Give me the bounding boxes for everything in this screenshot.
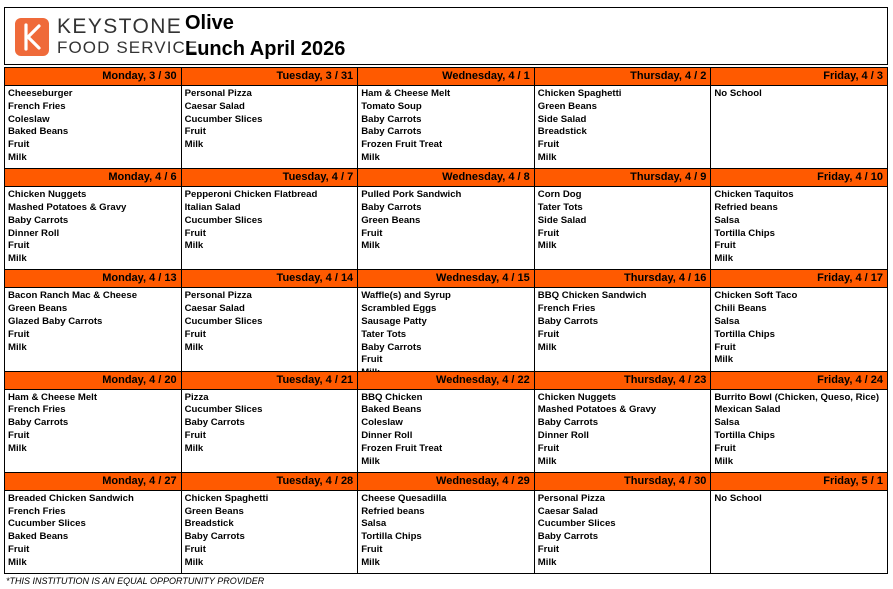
menu-item: Salsa — [361, 518, 387, 530]
menu-item: Glazed Baby Carrots — [8, 315, 103, 327]
footer-note: *THIS INSTITUTION IS AN EQUAL OPPORTUNITY PROVIDER — [6, 576, 265, 586]
day-date-header: Thursday, 4 / 2 — [535, 68, 711, 86]
menu-item: Milk — [184, 341, 204, 353]
week-row — [5, 372, 888, 473]
menu-items — [358, 86, 534, 168]
menu-item: Fruit — [184, 429, 206, 441]
menu-item: Chicken Spaghetti — [184, 492, 269, 504]
menu-item: Baby Carrots — [8, 214, 69, 226]
menu-item: Dinner Roll — [537, 429, 589, 441]
menu-items — [5, 288, 181, 370]
menu-item: Cucumber Slices — [184, 113, 263, 125]
menu-item: Milk — [361, 240, 380, 252]
menu-item: Caesar Salad — [184, 303, 245, 315]
menu-item: Baby Carrots — [184, 417, 245, 429]
day-date-header: Tuesday, 4 / 14 — [182, 270, 358, 288]
day-cell — [182, 169, 359, 270]
menu-item: Personal Pizza — [537, 492, 605, 504]
day-cell — [358, 169, 535, 270]
day-cell — [711, 68, 888, 169]
day-cell — [535, 372, 712, 473]
menu-item: Personal Pizza — [184, 290, 252, 302]
menu-items — [182, 288, 358, 370]
day-date-header: Monday, 4 / 20 — [5, 372, 181, 390]
day-date-header: Monday, 4 / 27 — [5, 473, 181, 491]
menu-item: Ham & Cheese Melt — [8, 391, 98, 403]
menu-items — [5, 86, 181, 168]
menu-item: Cheeseburger — [8, 88, 73, 99]
day-cell — [711, 372, 888, 473]
week-row — [5, 473, 888, 574]
menu-item: Chicken Soft Taco — [714, 290, 798, 302]
menu-item: Green Beans — [8, 303, 68, 315]
menu-item: Fruit — [8, 139, 30, 151]
day-date-header: Wednesday, 4 / 29 — [358, 473, 534, 491]
menu-item: French Fries — [537, 303, 596, 315]
day-cell — [535, 68, 712, 169]
menu-item: Baby Carrots — [361, 201, 422, 213]
menu-item: Milk — [714, 354, 734, 366]
day-cell — [5, 473, 182, 574]
menu-item: Fruit — [537, 543, 560, 555]
menu-item: Chicken Nuggets — [537, 391, 617, 403]
menu-items — [182, 187, 358, 269]
menu-item: Milk — [8, 151, 27, 163]
menu-item: Refried beans — [361, 505, 425, 517]
menu-item: Fruit — [184, 543, 206, 555]
menu-item: Corn Dog — [537, 189, 582, 201]
menu-item: Baby Carrots — [361, 113, 422, 125]
menu-item: Milk — [8, 556, 27, 568]
menu-item: Baby Carrots — [537, 315, 599, 327]
menu-item: Milk — [537, 455, 557, 467]
menu-item: Baby Carrots — [537, 417, 599, 429]
menu-item: Green Beans — [361, 214, 421, 226]
menu-items — [711, 288, 887, 370]
menu-item: Pulled Pork Sandwich — [361, 189, 462, 201]
day-date-header: Friday, 4 / 17 — [711, 270, 887, 288]
day-cell — [358, 372, 535, 473]
menu-items — [535, 86, 711, 168]
menu-item: Bacon Ranch Mac & Cheese — [8, 290, 138, 302]
menu-item: BBQ Chicken — [361, 391, 423, 403]
day-date-header: Monday, 4 / 13 — [5, 270, 181, 288]
menu-item: Dinner Roll — [8, 227, 60, 239]
menu-item: Frozen Fruit Treat — [361, 442, 443, 454]
menu-item: Sausage Patty — [361, 315, 427, 327]
menu-item: Milk — [361, 151, 380, 163]
day-date-header: Friday, 4 / 24 — [711, 372, 887, 390]
menu-item: Baby Carrots — [537, 531, 599, 543]
menu-item: Tater Tots — [361, 328, 407, 340]
menu-items — [535, 187, 711, 269]
day-cell — [182, 270, 359, 371]
menu-item: Baked Beans — [8, 531, 69, 543]
day-cell — [711, 169, 888, 270]
menu-item: Fruit — [8, 543, 30, 555]
menu-item: Fruit — [537, 442, 560, 454]
menu-item: Chicken Taquitos — [714, 189, 794, 201]
week-row — [5, 169, 888, 270]
menu-item: Baby Carrots — [8, 417, 69, 429]
menu-item: Waffle(s) and Syrup — [361, 290, 451, 302]
menu-item: Mexican Salad — [714, 404, 781, 416]
menu-item: Cucumber Slices — [184, 214, 263, 226]
menu-item: Burrito Bowl (Chicken, Queso, Rice) — [714, 391, 880, 403]
menu-item: Caesar Salad — [537, 505, 599, 517]
menu-item: Milk — [537, 341, 557, 353]
keystone-logo — [15, 15, 199, 58]
menu-items — [711, 86, 887, 168]
menu-item: Mashed Potatoes & Gravy — [8, 201, 127, 213]
menu-item: Baked Beans — [8, 126, 69, 138]
menu-item: Green Beans — [537, 100, 597, 112]
menu-items — [358, 491, 534, 573]
menu-items — [182, 86, 358, 168]
menu-item: Coleslaw — [361, 417, 403, 429]
day-cell — [5, 372, 182, 473]
menu-item: Milk — [8, 341, 27, 353]
logo-text-keystone: KEYSTONE — [57, 15, 183, 38]
menu-item: Cheese Quesadilla — [361, 492, 447, 504]
week-row — [5, 68, 888, 169]
menu-item: Milk — [184, 556, 204, 568]
menu-item: Milk — [8, 442, 27, 454]
menu-item: Fruit — [361, 354, 383, 366]
menu-item: Tortilla Chips — [714, 429, 775, 441]
day-cell — [358, 473, 535, 574]
day-date-header: Tuesday, 4 / 7 — [182, 169, 358, 187]
menu-item: Milk — [361, 556, 380, 568]
menu-item: Milk — [537, 240, 557, 252]
menu-items — [358, 288, 534, 380]
menu-item: Chicken Nuggets — [8, 189, 87, 201]
menu-item: Pepperoni Chicken Flatbread — [184, 189, 318, 201]
menu-item: French Fries — [8, 404, 66, 416]
day-cell — [182, 372, 359, 473]
menu-item: Tortilla Chips — [361, 531, 422, 543]
school-name: Olive — [185, 12, 234, 34]
day-date-header: Friday, 5 / 1 — [711, 473, 887, 491]
menu-item: Fruit — [537, 328, 560, 340]
day-cell — [711, 270, 888, 371]
menu-item: Milk — [184, 240, 204, 252]
menu-item: Breadstick — [184, 518, 234, 530]
menu-items — [358, 187, 534, 269]
menu-item: Tomato Soup — [361, 100, 422, 112]
day-date-header: Tuesday, 4 / 21 — [182, 372, 358, 390]
day-cell — [5, 270, 182, 371]
menu-item: Fruit — [184, 328, 206, 340]
day-date-header: Wednesday, 4 / 8 — [358, 169, 534, 187]
day-date-header: Tuesday, 3 / 31 — [182, 68, 358, 86]
menu-item: Fruit — [361, 543, 383, 555]
menu-item: Caesar Salad — [184, 100, 245, 112]
menu-items — [5, 390, 181, 472]
menu-item: Baby Carrots — [361, 126, 422, 138]
day-date-header: Thursday, 4 / 30 — [535, 473, 711, 491]
menu-items — [358, 390, 534, 472]
menu-item: Personal Pizza — [184, 88, 252, 99]
menu-item: Breadstick — [537, 126, 587, 138]
menu-item: Cucumber Slices — [184, 404, 263, 416]
day-cell — [182, 68, 359, 169]
menu-items — [711, 491, 887, 573]
menu-item: Salsa — [714, 214, 740, 226]
menu-item: Pizza — [184, 391, 209, 403]
menu-item: Tater Tots — [537, 201, 583, 213]
day-cell — [5, 68, 182, 169]
menu-item: Breaded Chicken Sandwich — [8, 492, 134, 504]
day-date-header: Monday, 4 / 6 — [5, 169, 181, 187]
lunch-calendar — [4, 67, 888, 574]
menu-item: Milk — [8, 253, 27, 265]
menu-item: Baked Beans — [361, 404, 422, 416]
menu-item: Baby Carrots — [361, 341, 422, 353]
menu-item: Milk — [361, 455, 380, 467]
menu-item: Ham & Cheese Melt — [361, 88, 451, 99]
menu-item: No School — [714, 88, 762, 99]
menu-title: Lunch April 2026 — [185, 38, 346, 60]
menu-items — [535, 288, 711, 370]
menu-item: Salsa — [714, 315, 740, 327]
menu-item: Fruit — [184, 126, 206, 138]
menu-item: Chili Beans — [714, 303, 767, 315]
menu-item: Green Beans — [184, 505, 244, 517]
keystone-k-icon — [15, 18, 49, 56]
menu-item: Tortilla Chips — [714, 227, 775, 239]
menu-header — [4, 7, 888, 65]
menu-item: Milk — [714, 253, 734, 265]
menu-item: Chicken Spaghetti — [537, 88, 622, 99]
menu-item: Side Salad — [537, 113, 587, 125]
day-cell — [711, 473, 888, 574]
menu-item: Fruit — [537, 227, 560, 239]
menu-items — [535, 491, 711, 573]
menu-items — [182, 390, 358, 472]
menu-item: Milk — [714, 455, 734, 467]
menu-item: Frozen Fruit Treat — [361, 139, 443, 151]
menu-item: Mashed Potatoes & Gravy — [537, 404, 657, 416]
menu-item: Refried beans — [714, 201, 778, 213]
menu-item: Cucumber Slices — [537, 518, 616, 530]
week-row — [5, 270, 888, 371]
day-date-header: Monday, 3 / 30 — [5, 68, 181, 86]
day-cell — [5, 169, 182, 270]
menu-item: Salsa — [714, 417, 740, 429]
menu-item: Fruit — [537, 139, 560, 151]
menu-items — [711, 187, 887, 269]
day-date-header: Wednesday, 4 / 1 — [358, 68, 534, 86]
day-date-header: Friday, 4 / 3 — [711, 68, 887, 86]
logo-text-food-service: FOOD SERVICE — [57, 38, 199, 57]
menu-item: Baby Carrots — [184, 531, 245, 543]
day-cell — [182, 473, 359, 574]
menu-item: No School — [714, 492, 762, 504]
menu-items — [5, 187, 181, 269]
menu-item: Scrambled Eggs — [361, 303, 437, 315]
day-cell — [535, 473, 712, 574]
day-date-header: Wednesday, 4 / 15 — [358, 270, 534, 288]
menu-item: Fruit — [714, 442, 736, 454]
menu-item: BBQ Chicken Sandwich — [537, 290, 647, 302]
menu-items — [535, 390, 711, 472]
menu-item: Coleslaw — [8, 113, 50, 125]
menu-items — [5, 491, 181, 573]
menu-items — [182, 491, 358, 573]
menu-item: Fruit — [8, 240, 30, 252]
day-cell — [358, 68, 535, 169]
day-date-header: Thursday, 4 / 16 — [535, 270, 711, 288]
menu-items — [711, 390, 887, 472]
menu-item: Tortilla Chips — [714, 328, 775, 340]
menu-item: Fruit — [714, 240, 736, 252]
menu-item: Milk — [537, 151, 557, 163]
menu-item: French Fries — [8, 505, 66, 517]
menu-item: Fruit — [714, 341, 736, 353]
day-date-header: Tuesday, 4 / 28 — [182, 473, 358, 491]
menu-item: Milk — [184, 139, 204, 151]
day-date-header: Friday, 4 / 10 — [711, 169, 887, 187]
day-date-header: Thursday, 4 / 23 — [535, 372, 711, 390]
day-cell — [358, 270, 535, 371]
day-cell — [535, 169, 712, 270]
menu-item: Fruit — [8, 429, 30, 441]
menu-item: Cucumber Slices — [184, 315, 263, 327]
menu-item: Fruit — [361, 227, 383, 239]
menu-item: Fruit — [8, 328, 30, 340]
menu-item: Italian Salad — [184, 201, 241, 213]
menu-item: Side Salad — [537, 214, 587, 226]
day-date-header: Wednesday, 4 / 22 — [358, 372, 534, 390]
menu-item: Milk — [184, 442, 204, 454]
menu-item: Cucumber Slices — [8, 518, 86, 530]
day-cell — [535, 270, 712, 371]
menu-item: French Fries — [8, 100, 66, 112]
menu-item: Fruit — [184, 227, 206, 239]
menu-item: Dinner Roll — [361, 429, 413, 441]
day-date-header: Thursday, 4 / 9 — [535, 169, 711, 187]
menu-item: Milk — [537, 556, 557, 568]
